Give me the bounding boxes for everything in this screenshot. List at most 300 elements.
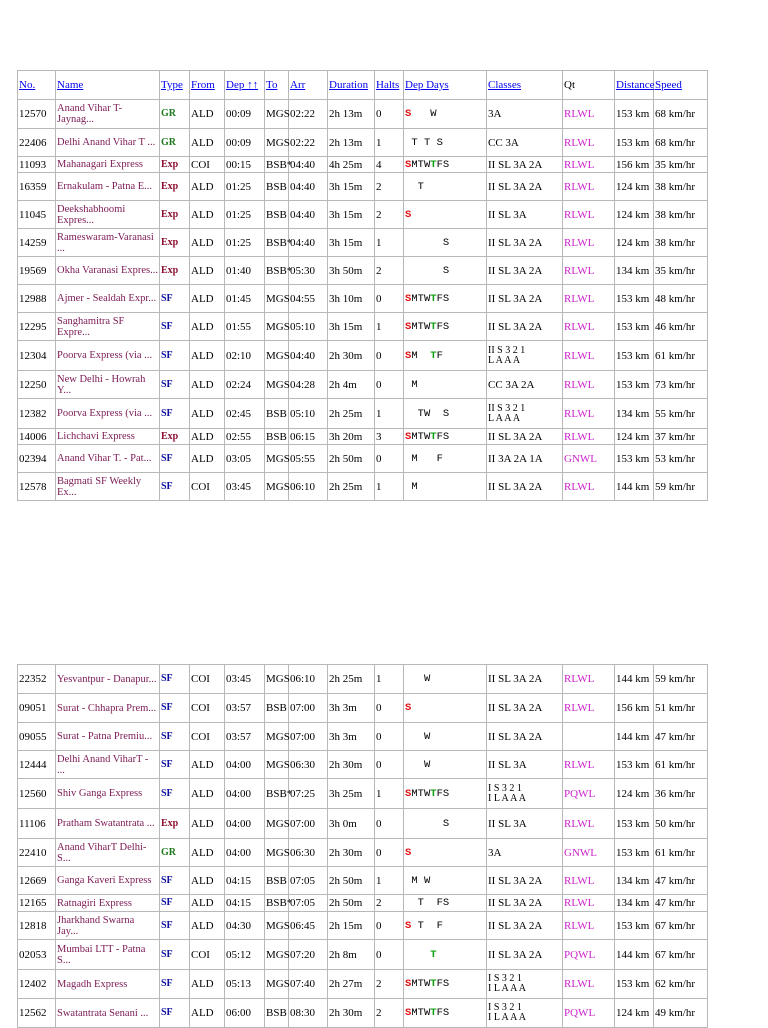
train-number: 09051 (18, 694, 56, 723)
to-station: MGS (265, 100, 289, 129)
speed: 61 km/hr (654, 751, 708, 779)
duration: 3h 15m (328, 229, 375, 257)
speed: 35 km/hr (654, 157, 708, 173)
halts: 2 (375, 999, 404, 1028)
departure-days: T (404, 173, 487, 201)
distance: 124 km (615, 999, 654, 1028)
departure-time: 04:15 (225, 895, 265, 912)
speed: 55 km/hr (654, 399, 708, 429)
to-station: BSB* (265, 257, 289, 285)
classes: II SL 3A 2A (487, 157, 563, 173)
from-station: ALD (190, 895, 225, 912)
quota-status[interactable]: RLWL (563, 229, 615, 257)
arrival-time: 05:30 (289, 257, 328, 285)
sort-link[interactable]: To (266, 79, 278, 91)
column-header[interactable] (487, 71, 563, 100)
to-station: BSB (265, 694, 289, 723)
train-row (18, 751, 708, 779)
quota-status[interactable]: RLWL (563, 399, 615, 429)
train-name[interactable]: Ernakulam - Patna E... (56, 173, 160, 201)
departure-days: M F (404, 445, 487, 473)
train-number: 22410 (18, 839, 56, 867)
classes: II SL 3A 2A (487, 665, 563, 694)
quota-status[interactable]: RLWL (563, 341, 615, 371)
from-station: COI (190, 940, 225, 970)
train-name[interactable]: Rameswaram-Varanasi ... (56, 229, 160, 257)
quota-status[interactable]: RLWL (563, 100, 615, 129)
halts: 0 (375, 751, 404, 779)
quota-status[interactable]: RLWL (563, 201, 615, 229)
speed: 61 km/hr (654, 839, 708, 867)
train-row (18, 399, 708, 429)
speed: 38 km/hr (654, 173, 708, 201)
column-header[interactable] (160, 71, 190, 100)
train-number: 19569 (18, 257, 56, 285)
train-row (18, 867, 708, 895)
quota-status[interactable]: RLWL (563, 173, 615, 201)
to-station: MGS (265, 285, 289, 313)
train-name[interactable]: Pratham Swatantrata ... (56, 809, 160, 839)
halts: 0 (375, 723, 404, 751)
arrival-time: 04:55 (289, 285, 328, 313)
train-type: SF (160, 751, 190, 779)
distance: 124 km (615, 229, 654, 257)
quota-status[interactable]: RLWL (563, 371, 615, 399)
speed: 37 km/hr (654, 429, 708, 445)
column-header: Qt (563, 71, 615, 100)
departure-time: 03:45 (225, 473, 265, 501)
train-row (18, 100, 708, 129)
train-name[interactable]: Magadh Express (56, 970, 160, 999)
train-type: Exp (160, 809, 190, 839)
column-header[interactable] (289, 71, 328, 100)
distance: 153 km (615, 313, 654, 341)
train-name[interactable]: Ganga Kaveri Express (56, 867, 160, 895)
departure-days: S (404, 257, 487, 285)
train-name[interactable]: Anand Vihar T. - Pat... (56, 445, 160, 473)
classes: II SL 3A 2A (487, 429, 563, 445)
from-station: ALD (190, 371, 225, 399)
quota-status[interactable]: RLWL (563, 809, 615, 839)
speed: 50 km/hr (654, 809, 708, 839)
from-station: ALD (190, 100, 225, 129)
train-type: SF (160, 665, 190, 694)
train-name[interactable]: Mahanagari Express (56, 157, 160, 173)
from-station: ALD (190, 751, 225, 779)
quota-status[interactable]: RLWL (563, 429, 615, 445)
distance: 124 km (615, 429, 654, 445)
speed: 47 km/hr (654, 867, 708, 895)
to-station: MGS (265, 665, 289, 694)
classes: II SL 3A (487, 201, 563, 229)
quota-status[interactable]: RLWL (563, 313, 615, 341)
from-station: ALD (190, 399, 225, 429)
classes (487, 341, 563, 371)
departure-time: 02:24 (225, 371, 265, 399)
train-name[interactable]: Yesvantpur - Danapur... (56, 665, 160, 694)
distance: 144 km (615, 723, 654, 751)
column-header[interactable] (375, 71, 404, 100)
column-header[interactable] (615, 71, 654, 100)
train-number: 12250 (18, 371, 56, 399)
distance: 153 km (615, 970, 654, 999)
train-number: 11093 (18, 157, 56, 173)
quota-status[interactable]: RLWL (563, 867, 615, 895)
arrival-time: 06:45 (289, 912, 328, 940)
column-header[interactable] (18, 71, 56, 100)
classes-stack: I S 3 2 1 I L A A A (488, 782, 526, 804)
train-name[interactable]: Poorva Express (via ... (56, 341, 160, 371)
train-type: SF (160, 371, 190, 399)
train-type: Exp (160, 257, 190, 285)
quota-status[interactable] (563, 723, 615, 751)
train-name[interactable]: Surat - Patna Premiu... (56, 723, 160, 751)
departure-days: SMTWTFS (404, 999, 487, 1028)
distance: 153 km (615, 445, 654, 473)
train-row (18, 694, 708, 723)
train-name[interactable]: Okha Varanasi Expres... (56, 257, 160, 285)
quota-status[interactable]: PQWL (563, 999, 615, 1028)
distance: 153 km (615, 341, 654, 371)
quota-status[interactable]: RLWL (563, 285, 615, 313)
sort-link[interactable]: Dep ↑↑ (226, 79, 259, 91)
departure-days: S T F (404, 912, 487, 940)
halts: 2 (375, 257, 404, 285)
distance: 134 km (615, 257, 654, 285)
departure-time: 06:00 (225, 999, 265, 1028)
sort-link[interactable]: From (191, 79, 215, 91)
train-name[interactable]: Delhi Anand ViharT - ... (56, 751, 160, 779)
quota-status[interactable]: GNWL (563, 839, 615, 867)
halts: 3 (375, 429, 404, 445)
departure-time: 03:45 (225, 665, 265, 694)
arrival-time: 05:10 (289, 313, 328, 341)
train-name[interactable]: New Delhi - Howrah Y... (56, 371, 160, 399)
duration: 2h 50m (328, 445, 375, 473)
arrival-time: 04:40 (289, 173, 328, 201)
train-name[interactable]: Delhi Anand Vihar T ... (56, 129, 160, 157)
departure-days: S (404, 839, 487, 867)
train-name[interactable]: Lichchavi Express (56, 429, 160, 445)
speed: 47 km/hr (654, 723, 708, 751)
train-name[interactable]: Ratnagiri Express (56, 895, 160, 912)
arrival-time: 04:40 (289, 229, 328, 257)
duration: 2h 4m (328, 371, 375, 399)
duration: 3h 15m (328, 313, 375, 341)
speed: 53 km/hr (654, 445, 708, 473)
train-row (18, 839, 708, 867)
train-name[interactable]: Sanghamitra SF Expre... (56, 313, 160, 341)
from-station: COI (190, 157, 225, 173)
from-station: ALD (190, 867, 225, 895)
train-row (18, 665, 708, 694)
train-row (18, 940, 708, 970)
classes (487, 399, 563, 429)
distance: 156 km (615, 694, 654, 723)
column-header[interactable] (265, 71, 289, 100)
classes-stack: I S 3 2 1 I L A A A (488, 973, 526, 994)
classes-stack: II S 3 2 1 L A A A (488, 402, 526, 424)
to-station: BSB* (266, 158, 293, 171)
sort-link[interactable]: Type (161, 79, 183, 91)
train-number: 12560 (18, 779, 56, 809)
train-number: 12444 (18, 751, 56, 779)
arrival-time: 07:00 (289, 809, 328, 839)
train-row (18, 473, 708, 501)
to-station: BSB (265, 867, 289, 895)
train-number: 12402 (18, 970, 56, 999)
train-name[interactable]: Shiv Ganga Express (56, 779, 160, 809)
duration: 2h 25m (328, 473, 375, 501)
train-type: SF (160, 867, 190, 895)
train-number: 12382 (18, 399, 56, 429)
departure-time: 01:45 (225, 285, 265, 313)
quota-status[interactable]: RLWL (563, 970, 615, 999)
speed: 47 km/hr (654, 895, 708, 912)
quota-status[interactable]: RLWL (563, 694, 615, 723)
departure-days: M W (404, 867, 487, 895)
quota-status[interactable]: RLWL (563, 129, 615, 157)
duration: 2h 50m (328, 867, 375, 895)
column-header[interactable] (404, 71, 487, 100)
classes: CC 3A (487, 129, 563, 157)
speed: 59 km/hr (654, 473, 708, 501)
train-name[interactable]: Swatantrata Senani ... (56, 999, 160, 1028)
halts: 2 (375, 970, 404, 999)
train-type: Exp (160, 173, 190, 201)
sort-link[interactable]: Duration (329, 79, 369, 91)
departure-days: W (404, 751, 487, 779)
train-row (18, 445, 708, 473)
speed: 48 km/hr (654, 285, 708, 313)
quota-status[interactable]: RLWL (563, 895, 615, 912)
quota-status[interactable]: GNWL (563, 445, 615, 473)
to-station: BSB (265, 201, 289, 229)
arrival-time: 06:10 (289, 665, 328, 694)
quota-status[interactable]: RLWL (563, 157, 615, 173)
train-type: SF (160, 285, 190, 313)
quota-status[interactable]: RLWL (563, 257, 615, 285)
train-number: 12304 (18, 341, 56, 371)
arrival-time: 04:28 (289, 371, 328, 399)
train-name[interactable]: Bagmati SF Weekly Ex... (56, 473, 160, 501)
sort-link[interactable]: Distance (616, 79, 655, 91)
departure-time: 03:57 (225, 723, 265, 751)
train-name[interactable]: Poorva Express (via ... (56, 399, 160, 429)
column-header[interactable] (654, 71, 708, 100)
to-station: MGS (265, 445, 289, 473)
departure-time: 05:12 (225, 940, 265, 970)
sort-link[interactable]: No. (19, 79, 36, 91)
from-station: ALD (190, 201, 225, 229)
distance: 153 km (615, 809, 654, 839)
arrival-time: 07:00 (289, 723, 328, 751)
departure-days: S W (404, 100, 487, 129)
train-number: 12165 (18, 895, 56, 912)
speed: 51 km/hr (654, 694, 708, 723)
train-name[interactable]: Deekshabhoomi Expres... (56, 201, 160, 229)
duration: 2h 8m (328, 940, 375, 970)
train-row (18, 429, 708, 445)
departure-time: 04:15 (225, 867, 265, 895)
train-type: SF (160, 912, 190, 940)
speed: 68 km/hr (654, 129, 708, 157)
from-station: ALD (190, 429, 225, 445)
arrival-time: 07:00 (289, 694, 328, 723)
distance: 124 km (615, 173, 654, 201)
arrival-time: 06:30 (289, 751, 328, 779)
train-number: 12562 (18, 999, 56, 1028)
speed: 67 km/hr (654, 912, 708, 940)
column-header[interactable] (225, 71, 265, 100)
train-number: 14259 (18, 229, 56, 257)
departure-time: 04:00 (225, 751, 265, 779)
train-name[interactable]: Surat - Chhapra Prem... (56, 694, 160, 723)
to-station: MGS (265, 473, 289, 501)
halts: 1 (375, 399, 404, 429)
classes: II SL 3A 2A (487, 473, 563, 501)
train-row (18, 285, 708, 313)
departure-time: 03:05 (225, 445, 265, 473)
speed: 38 km/hr (654, 201, 708, 229)
departure-days: SMTWTFS (404, 429, 487, 445)
to-station: MGS (265, 341, 289, 371)
duration: 2h 30m (328, 999, 375, 1028)
train-number: 11045 (18, 201, 56, 229)
duration: 2h 30m (328, 839, 375, 867)
train-type: GR (160, 129, 190, 157)
train-row (18, 129, 708, 157)
train-row (18, 723, 708, 751)
classes: II SL 3A 2A (487, 257, 563, 285)
from-station: ALD (190, 173, 225, 201)
classes: II SL 3A 2A (487, 313, 563, 341)
classes-stack: II S 3 2 1 L A A A (488, 344, 526, 366)
from-station: ALD (190, 229, 225, 257)
train-type: GR (160, 839, 190, 867)
duration: 3h 15m (328, 201, 375, 229)
to-station: BSB (265, 999, 289, 1028)
classes: II SL 3A 2A (487, 940, 563, 970)
departure-days: SMTWTFS (404, 779, 487, 809)
quota-status[interactable]: RLWL (563, 665, 615, 694)
column-header[interactable] (56, 71, 160, 100)
distance: 124 km (615, 201, 654, 229)
train-name[interactable]: Ajmer - Sealdah Expr... (56, 285, 160, 313)
to-station: MGS (265, 371, 289, 399)
departure-days: T T S (404, 129, 487, 157)
classes: II 3A 2A 1A (487, 445, 563, 473)
train-row (18, 341, 708, 371)
from-station: ALD (190, 445, 225, 473)
duration: 2h 30m (328, 751, 375, 779)
train-type: SF (160, 313, 190, 341)
departure-time: 02:55 (225, 429, 265, 445)
halts: 0 (375, 940, 404, 970)
train-row (18, 809, 708, 839)
train-number: 22406 (18, 129, 56, 157)
to-station: BSB (265, 173, 289, 201)
halts: 0 (375, 285, 404, 313)
train-name[interactable]: Mumbai LTT - Patna S... (56, 940, 160, 970)
departure-time: 01:40 (225, 257, 265, 285)
train-name[interactable]: Jharkhand Swarna Jay... (56, 912, 160, 940)
halts: 1 (375, 313, 404, 341)
departure-days: S (404, 201, 487, 229)
duration: 3h 10m (328, 285, 375, 313)
train-type: Exp (160, 157, 190, 173)
sort-link[interactable]: Name (57, 79, 84, 91)
sort-link[interactable]: Speed (655, 79, 682, 91)
train-type: SF (160, 341, 190, 371)
distance: 153 km (615, 751, 654, 779)
quota-status[interactable]: PQWL (563, 940, 615, 970)
from-station: ALD (190, 257, 225, 285)
quota-status[interactable]: RLWL (563, 751, 615, 779)
column-header[interactable] (328, 71, 375, 100)
quota-status[interactable]: PQWL (563, 779, 615, 809)
to-station: BSB (266, 430, 287, 443)
classes: II SL 3A (487, 809, 563, 839)
speed: 36 km/hr (654, 779, 708, 809)
train-name[interactable]: Anand Vihar T-Jaynag... (56, 100, 160, 129)
sort-link[interactable]: Classes (488, 79, 521, 91)
train-number: 14006 (18, 429, 56, 445)
departure-time: 00:09 (225, 129, 265, 157)
quota-status[interactable]: RLWL (563, 473, 615, 501)
departure-days: W (404, 723, 487, 751)
train-type: SF (160, 970, 190, 999)
departure-days: S (404, 809, 487, 839)
to-station: BSB* (265, 895, 289, 912)
train-type: SF (160, 399, 190, 429)
from-station: ALD (190, 912, 225, 940)
quota-status[interactable]: RLWL (563, 912, 615, 940)
duration: 2h 30m (328, 341, 375, 371)
distance: 134 km (615, 895, 654, 912)
classes: 3A (487, 100, 563, 129)
classes: II SL 3A 2A (487, 912, 563, 940)
duration: 3h 0m (328, 809, 375, 839)
departure-time: 02:10 (225, 341, 265, 371)
duration: 2h 25m (328, 665, 375, 694)
arrival-time: 07:05 (289, 895, 328, 912)
column-header[interactable] (190, 71, 225, 100)
train-number: 22352 (18, 665, 56, 694)
sort-link[interactable]: Halts (376, 79, 400, 91)
to-station: MGS (265, 751, 289, 779)
departure-time: 00:09 (225, 100, 265, 129)
distance: 153 km (615, 839, 654, 867)
departure-time: 01:25 (225, 173, 265, 201)
train-name[interactable]: Anand ViharT Delhi-S... (56, 839, 160, 867)
distance: 153 km (615, 912, 654, 940)
halts: 0 (375, 809, 404, 839)
halts: 1 (375, 129, 404, 157)
halts: 4 (375, 157, 404, 173)
duration: 3h 15m (328, 173, 375, 201)
departure-time: 04:00 (225, 809, 265, 839)
departure-time: 02:45 (225, 399, 265, 429)
halts: 0 (375, 341, 404, 371)
train-number: 16359 (18, 173, 56, 201)
sort-link[interactable]: Dep Days (405, 79, 449, 91)
distance: 153 km (615, 129, 654, 157)
speed: 62 km/hr (654, 970, 708, 999)
departure-days: S (404, 229, 487, 257)
speed: 49 km/hr (654, 999, 708, 1028)
sort-link[interactable]: Arr (290, 79, 306, 91)
